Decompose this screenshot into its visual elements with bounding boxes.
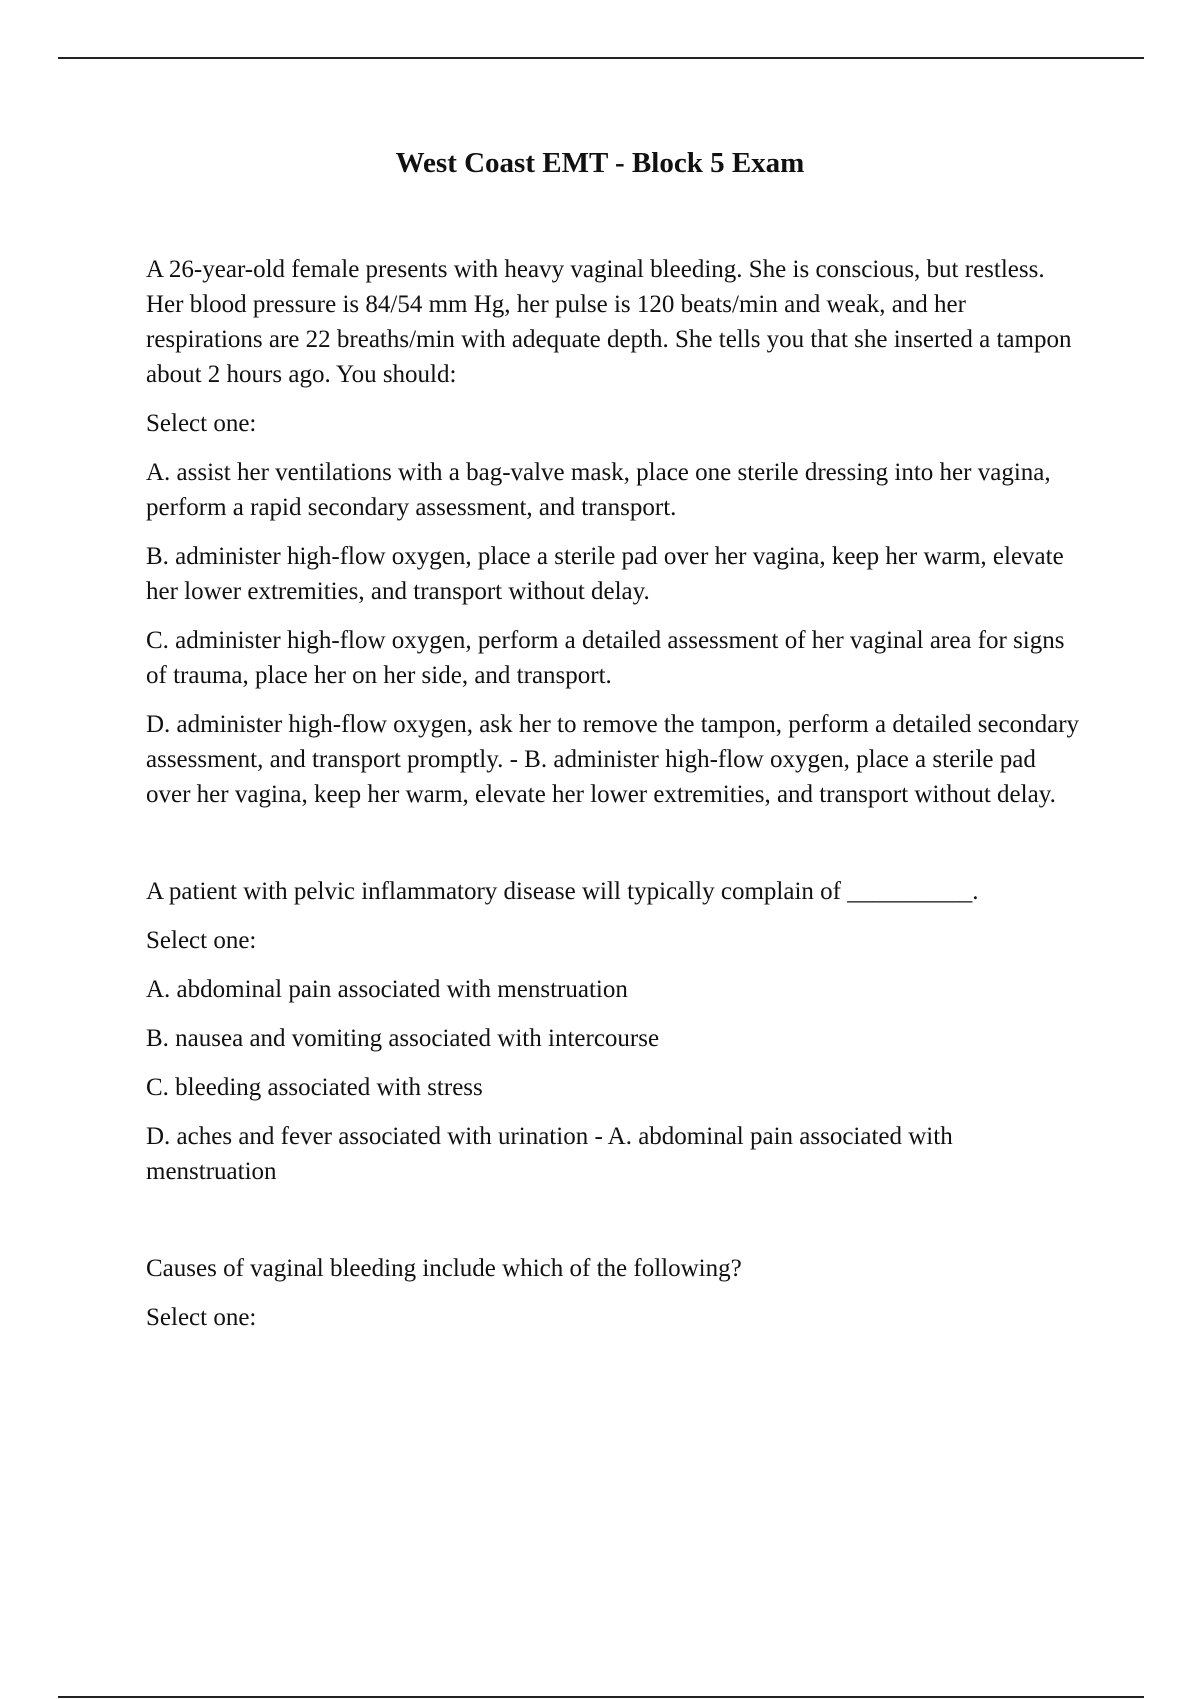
question-stem: Causes of vaginal bleeding include which of the following?: [146, 1255, 742, 1282]
question-1: [146, 252, 1081, 812]
option-a: A. abdominal pain associated with menstruation: [146, 976, 628, 1003]
option-d-with-answer: D. aches and fever associated with urination - A. abdominal pain associated with menstruation: [146, 1123, 953, 1185]
document-body: [146, 252, 1081, 1397]
question-2: [146, 874, 1081, 1189]
option-c: C. bleeding associated with stress: [146, 1074, 483, 1101]
question-stem: A patient with pelvic inflammatory disease will typically complain of __________.: [146, 878, 979, 905]
select-prompt: Select one:: [146, 410, 257, 437]
question-3: [146, 1251, 1081, 1335]
select-prompt: Select one:: [146, 927, 257, 954]
option-b: B. administer high-flow oxygen, place a sterile pad over her vagina, keep her warm, elevate her lower extremities, and transport without delay.: [146, 543, 1064, 605]
document-title: West Coast EMT - Block 5 Exam: [395, 147, 805, 179]
option-b: B. nausea and vomiting associated with intercourse: [146, 1025, 660, 1052]
option-d-with-answer: D. administer high-flow oxygen, ask her to remove the tampon, perform a detailed secondary assessment, and transport promptly. - B. administer high-flow oxygen, place a sterile pad over her vagina, keep her warm, elevate her lower extremities, and transport without delay.: [146, 711, 1080, 808]
select-prompt: Select one:: [146, 1304, 257, 1331]
option-a: A. assist her ventilations with a bag-valve mask, place one sterile dressing into her vagina, perform a rapid secondary assessment, and transport.: [146, 459, 1051, 521]
header-rule: [58, 57, 1144, 59]
option-c: C. administer high-flow oxygen, perform a detailed assessment of her vaginal area for signs of trauma, place her on her side, and transport.: [146, 627, 1065, 689]
question-stem: A 26-year-old female presents with heavy vaginal bleeding. She is conscious, but restless. Her blood pressure is 84/54 mm Hg, her pulse is 120 beats/min and weak, and her respirations are 22 breaths/min with adequate depth. She tells you that she inserted a tampon about 2 hours ago. You should:: [146, 256, 1072, 388]
footer-rule: [58, 1696, 1144, 1698]
